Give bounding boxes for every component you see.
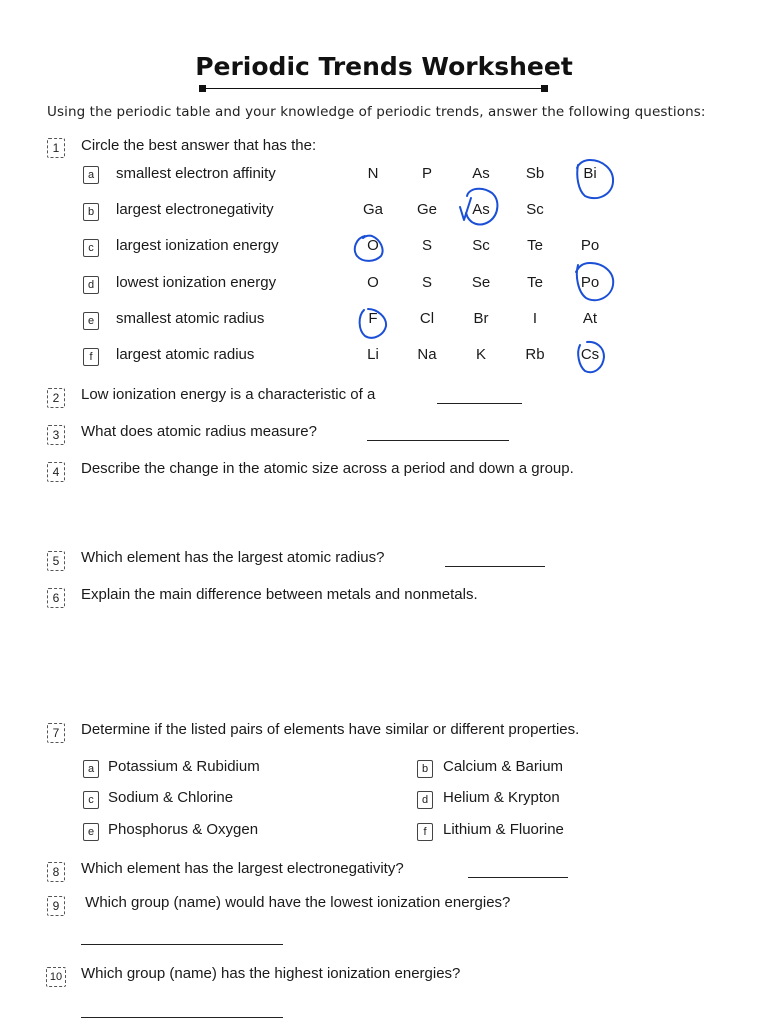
pair-c-text: Sodium & Chlorine: [108, 789, 234, 806]
answer-blank-2[interactable]: [437, 403, 522, 404]
pair-letter-e: e: [83, 823, 99, 841]
row-f-label: largest atomic radius: [116, 346, 255, 363]
row-d-label: lowest ionization energy: [116, 274, 277, 291]
question-8-text: Which element has the largest electronegativity?: [81, 860, 404, 877]
answer-blank-8[interactable]: [468, 877, 568, 878]
option-a-4[interactable]: Sb: [525, 165, 545, 182]
option-e-5[interactable]: At: [582, 310, 598, 327]
question-number-2: 2: [47, 388, 65, 408]
option-e-2[interactable]: Cl: [419, 310, 435, 327]
option-a-2[interactable]: P: [421, 165, 432, 182]
option-d-1[interactable]: O: [367, 274, 379, 291]
pair-letter-f: f: [417, 823, 433, 841]
pair-b-text: Calcium & Barium: [443, 758, 564, 775]
pair-f-text: Lithium & Fluorine: [443, 821, 564, 838]
pair-letter-c: c: [83, 791, 99, 809]
question-6-text: Explain the main difference between metals and nonmetals.: [81, 586, 478, 603]
question-number-5: 5: [47, 551, 65, 571]
option-b-3[interactable]: As: [472, 201, 490, 218]
option-e-4[interactable]: I: [532, 310, 538, 327]
pair-d-text: Helium & Krypton: [443, 789, 560, 806]
option-b-1[interactable]: Ga: [362, 201, 383, 218]
pair-letter-b: b: [417, 760, 433, 778]
sub-letter-a: a: [83, 166, 99, 184]
option-d-5[interactable]: Po: [580, 274, 600, 291]
option-b-2[interactable]: Ge: [416, 201, 437, 218]
pair-a-text: Potassium & Rubidium: [108, 758, 260, 775]
question-2-text: Low ionization energy is a characteristic of a: [81, 386, 376, 403]
pair-letter-d: d: [417, 791, 433, 809]
option-f-1[interactable]: Li: [367, 346, 379, 363]
title-underline-right-dot: [541, 85, 548, 92]
answer-blank-10[interactable]: [81, 1017, 283, 1018]
option-d-2[interactable]: S: [421, 274, 432, 291]
sub-letter-c: c: [83, 239, 99, 257]
option-a-3[interactable]: As: [472, 165, 490, 182]
option-c-3[interactable]: Sc: [472, 237, 490, 254]
option-c-4[interactable]: Te: [527, 237, 543, 254]
option-c-1[interactable]: O: [367, 237, 379, 254]
question-1-text: Circle the best answer that has the:: [81, 137, 317, 154]
title-underline-left-dot: [199, 85, 206, 92]
row-b-label: largest electronegativity: [116, 201, 274, 218]
option-b-4[interactable]: Sc: [526, 201, 544, 218]
row-a-label: smallest electron affinity: [116, 165, 276, 182]
sub-letter-e: e: [83, 312, 99, 330]
option-a-5[interactable]: Bi: [583, 165, 597, 182]
answer-blank-3[interactable]: [367, 440, 509, 441]
row-c-label: largest ionization energy: [116, 237, 279, 254]
option-a-1[interactable]: N: [367, 165, 379, 182]
option-f-2[interactable]: Na: [417, 346, 437, 363]
title-underline: [202, 88, 544, 89]
option-d-4[interactable]: Te: [527, 274, 543, 291]
option-c-5[interactable]: Po: [580, 237, 600, 254]
page-title: Periodic Trends Worksheet: [195, 52, 573, 81]
sub-letter-b: b: [83, 203, 99, 221]
question-number-4: 4: [47, 462, 65, 482]
question-4-text: Describe the change in the atomic size across a period and down a group.: [81, 460, 574, 477]
question-number-9: 9: [47, 896, 65, 916]
answer-blank-5[interactable]: [445, 566, 545, 567]
question-9-text: Which group (name) would have the lowest ionization energies?: [81, 894, 511, 911]
question-number-1: 1: [47, 138, 65, 158]
question-10-text: Which group (name) has the highest ionization energies?: [81, 965, 461, 982]
answer-blank-9[interactable]: [81, 944, 283, 945]
sub-letter-f: f: [83, 348, 99, 366]
pair-e-text: Phosphorus & Oxygen: [108, 821, 259, 838]
option-e-3[interactable]: Br: [473, 310, 489, 327]
question-number-8: 8: [47, 862, 65, 882]
option-f-4[interactable]: Rb: [525, 346, 545, 363]
question-number-10: 10: [46, 967, 66, 987]
option-e-1[interactable]: F: [368, 310, 378, 327]
question-number-3: 3: [47, 425, 65, 445]
sub-letter-d: d: [83, 276, 99, 294]
question-number-6: 6: [47, 588, 65, 608]
instructions: Using the periodic table and your knowledge of periodic trends, answer the following questions:: [47, 104, 706, 120]
pair-letter-a: a: [83, 760, 99, 778]
question-5-text: Which element has the largest atomic radius?: [81, 549, 385, 566]
question-7-text: Determine if the listed pairs of elements have similar or different properties.: [81, 721, 580, 738]
question-number-7: 7: [47, 723, 65, 743]
option-d-3[interactable]: Se: [471, 274, 491, 291]
option-c-2[interactable]: S: [421, 237, 432, 254]
option-f-3[interactable]: K: [475, 346, 486, 363]
row-e-label: smallest atomic radius: [116, 310, 265, 327]
option-f-5[interactable]: Cs: [580, 346, 600, 363]
question-3-text: What does atomic radius measure?: [81, 423, 317, 440]
